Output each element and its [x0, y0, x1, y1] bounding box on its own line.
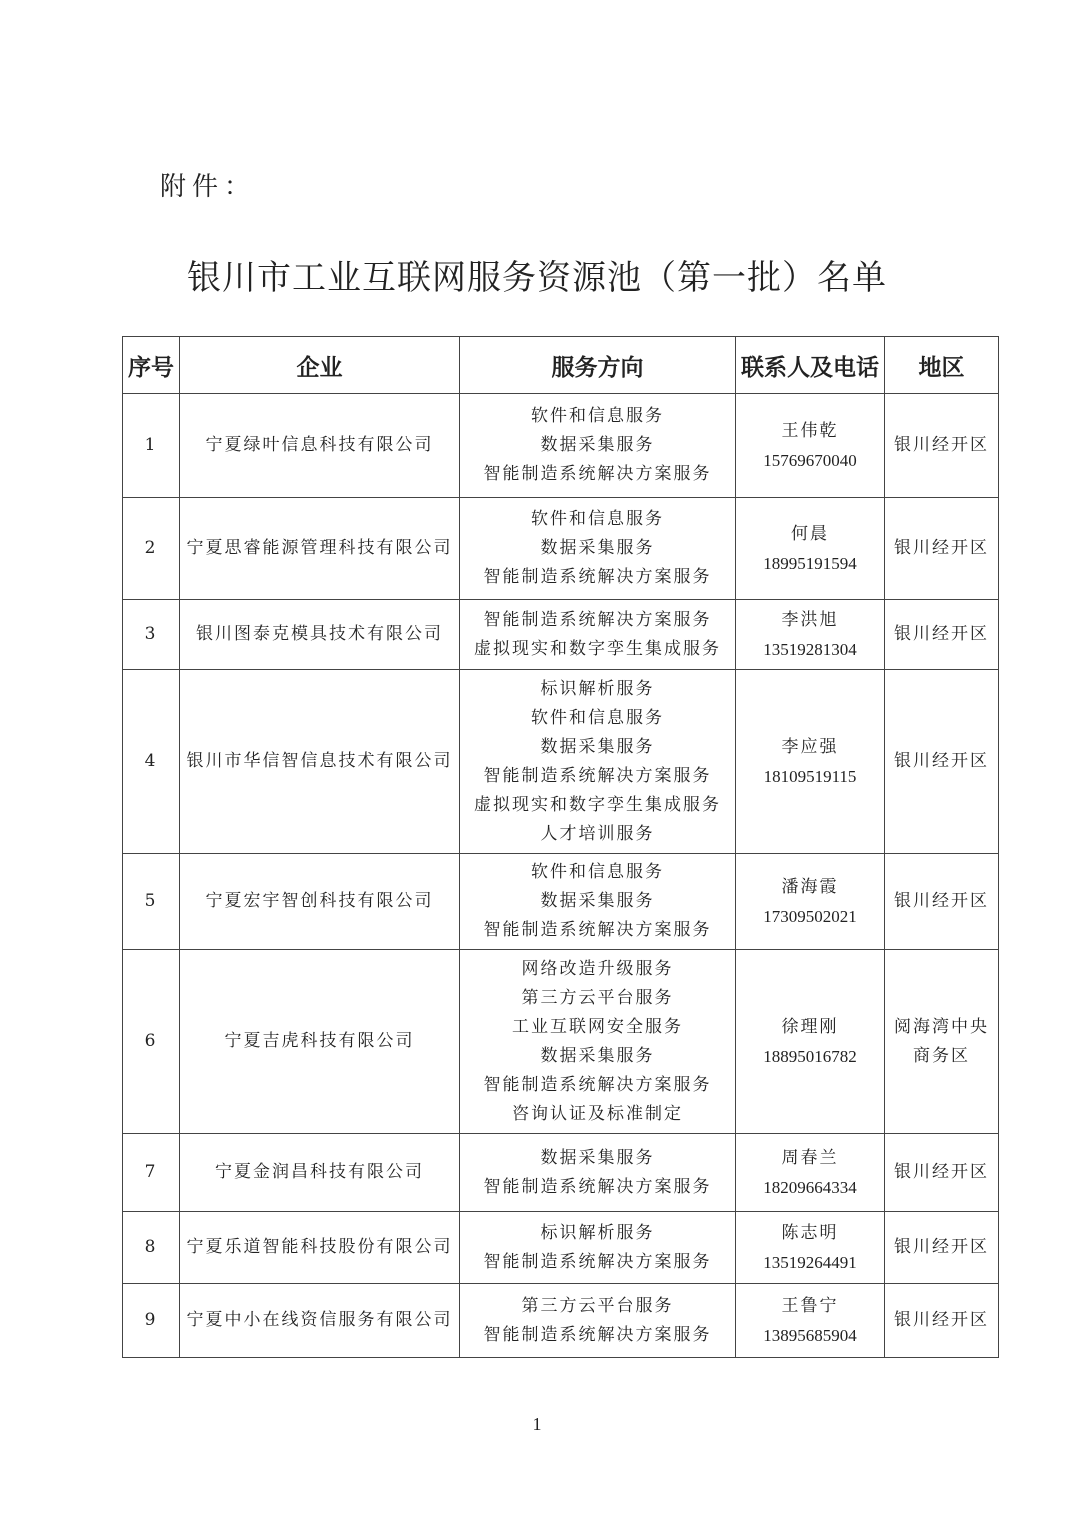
company-cell: 银川图泰克模具技术有限公司 — [180, 600, 460, 670]
region-cell — [885, 1212, 999, 1284]
contact-name: 何晨 — [791, 523, 829, 544]
row-number-cell: 7 — [123, 1134, 180, 1212]
services-cell — [460, 950, 736, 1134]
service-item: 人才培训服务 — [540, 823, 655, 844]
row-number-cell: 6 — [123, 950, 180, 1134]
region-cell — [885, 950, 999, 1134]
row-number-cell: 5 — [123, 854, 180, 950]
table-header-row — [123, 337, 999, 394]
service-item: 标识解析服务 — [540, 1222, 655, 1243]
table-row — [123, 950, 999, 1134]
service-item: 数据采集服务 — [540, 1045, 655, 1066]
resource-pool-table — [122, 336, 999, 1358]
service-item: 数据采集服务 — [540, 435, 655, 455]
service-item: 软件和信息服务 — [531, 406, 664, 426]
contact-name: 王鲁宁 — [781, 1295, 839, 1316]
contact-name: 徐理刚 — [781, 1016, 839, 1037]
contact-name: 李应强 — [781, 736, 839, 757]
service-item: 智能制造系统解决方案服务 — [483, 1251, 712, 1272]
row-number-cell: 4 — [123, 670, 180, 854]
contact-name: 周春兰 — [781, 1147, 839, 1168]
services-cell — [460, 1212, 736, 1284]
table-row — [123, 600, 999, 670]
table-row — [123, 394, 999, 498]
header-region: 地区 — [885, 337, 999, 394]
table-row — [123, 1284, 999, 1358]
region-cell — [885, 600, 999, 670]
service-item: 软件和信息服务 — [531, 862, 664, 882]
contact-cell — [736, 670, 885, 854]
header-services: 服务方向 — [460, 337, 736, 394]
company-cell: 宁夏乐道智能科技股份有限公司 — [180, 1212, 460, 1284]
services-cell — [460, 498, 736, 600]
region-line: 阅海湾中央 — [894, 1016, 989, 1037]
service-item: 智能制造系统解决方案服务 — [483, 567, 712, 587]
service-item: 第三方云平台服务 — [521, 1295, 674, 1316]
company-cell: 宁夏思睿能源管理科技有限公司 — [180, 498, 460, 600]
row-number-cell: 2 — [123, 498, 180, 600]
contact-cell — [736, 1212, 885, 1284]
service-item: 虚拟现实和数字孪生集成服务 — [474, 794, 721, 815]
service-item: 数据采集服务 — [540, 891, 655, 911]
page-number: 1 — [532, 1414, 542, 1434]
region-line: 银川经开区 — [894, 538, 989, 558]
service-item: 数据采集服务 — [540, 538, 655, 558]
document-title: 银川市工业互联网服务资源池（第一批）名单 — [187, 258, 887, 298]
contact-name: 李洪旭 — [781, 609, 839, 630]
region-line: 银川经开区 — [894, 891, 989, 911]
table-row — [123, 854, 999, 950]
service-item: 数据采集服务 — [540, 736, 655, 757]
contact-phone: 13519264491 — [763, 1252, 857, 1272]
service-item: 软件和信息服务 — [531, 509, 664, 529]
region-line: 银川经开区 — [894, 624, 989, 644]
attachment-label: 附件： — [160, 172, 257, 202]
service-item: 智能制造系统解决方案服务 — [483, 1176, 712, 1197]
contact-phone: 13895685904 — [763, 1325, 857, 1345]
table-row — [123, 670, 999, 854]
contact-phone: 18109519115 — [763, 766, 857, 786]
services-cell — [460, 394, 736, 498]
header-no: 序号 — [123, 337, 180, 394]
company-cell: 银川市华信智信息技术有限公司 — [180, 670, 460, 854]
region-cell — [885, 498, 999, 600]
service-item: 智能制造系统解决方案服务 — [483, 920, 712, 940]
contact-cell — [736, 1284, 885, 1358]
region-line: 银川经开区 — [894, 1237, 989, 1257]
contact-name: 潘海霞 — [781, 876, 839, 897]
services-cell — [460, 854, 736, 950]
service-item: 智能制造系统解决方案服务 — [483, 765, 712, 786]
region-line: 银川经开区 — [894, 1162, 989, 1182]
service-item: 软件和信息服务 — [531, 707, 664, 728]
contact-phone: 18895016782 — [763, 1046, 857, 1066]
contact-cell — [736, 950, 885, 1134]
region-cell — [885, 1134, 999, 1212]
table-row — [123, 1212, 999, 1284]
service-item: 智能制造系统解决方案服务 — [483, 1074, 712, 1095]
services-cell — [460, 670, 736, 854]
company-cell: 宁夏宏宇智创科技有限公司 — [180, 854, 460, 950]
services-cell — [460, 1284, 736, 1358]
region-line: 银川经开区 — [894, 751, 989, 771]
service-item: 数据采集服务 — [540, 1147, 655, 1168]
region-cell — [885, 854, 999, 950]
header-company: 企业 — [180, 337, 460, 394]
region-cell — [885, 670, 999, 854]
contact-cell — [736, 600, 885, 670]
region-cell — [885, 394, 999, 498]
row-number-cell: 9 — [123, 1284, 180, 1358]
contact-phone: 13519281304 — [763, 639, 857, 659]
row-number-cell: 8 — [123, 1212, 180, 1284]
service-item: 智能制造系统解决方案服务 — [483, 1324, 712, 1345]
contact-cell — [736, 498, 885, 600]
contact-cell — [736, 1134, 885, 1212]
contact-phone: 18209664334 — [763, 1177, 857, 1197]
service-item: 工业互联网安全服务 — [512, 1016, 683, 1037]
service-item: 第三方云平台服务 — [521, 987, 674, 1008]
company-cell: 宁夏吉虎科技有限公司 — [180, 950, 460, 1134]
contact-cell — [736, 394, 885, 498]
table-row — [123, 498, 999, 600]
service-item: 网络改造升级服务 — [521, 958, 674, 979]
contact-name: 陈志明 — [781, 1222, 839, 1243]
contact-name: 王伟乾 — [781, 420, 839, 441]
row-number-cell: 1 — [123, 394, 180, 498]
services-cell — [460, 600, 736, 670]
region-line: 银川经开区 — [894, 435, 989, 455]
service-item: 智能制造系统解决方案服务 — [483, 464, 712, 484]
company-cell: 宁夏中小在线资信服务有限公司 — [180, 1284, 460, 1358]
region-line: 商务区 — [913, 1045, 970, 1066]
contact-cell — [736, 854, 885, 950]
services-cell — [460, 1134, 736, 1212]
region-cell — [885, 1284, 999, 1358]
row-number-cell: 3 — [123, 600, 180, 670]
service-item: 咨询认证及标准制定 — [512, 1103, 683, 1124]
table-body — [123, 394, 999, 1358]
header-contact: 联系人及电话 — [736, 337, 885, 394]
service-item: 标识解析服务 — [540, 678, 655, 699]
company-cell: 宁夏金润昌科技有限公司 — [180, 1134, 460, 1212]
contact-phone: 18995191594 — [763, 553, 857, 573]
contact-phone: 15769670040 — [763, 450, 857, 470]
service-item: 虚拟现实和数字孪生集成服务 — [474, 638, 721, 659]
region-line: 银川经开区 — [894, 1310, 989, 1330]
service-item: 智能制造系统解决方案服务 — [483, 609, 712, 630]
table-row — [123, 1134, 999, 1212]
contact-phone: 17309502021 — [763, 906, 857, 926]
company-cell: 宁夏绿叶信息科技有限公司 — [180, 394, 460, 498]
